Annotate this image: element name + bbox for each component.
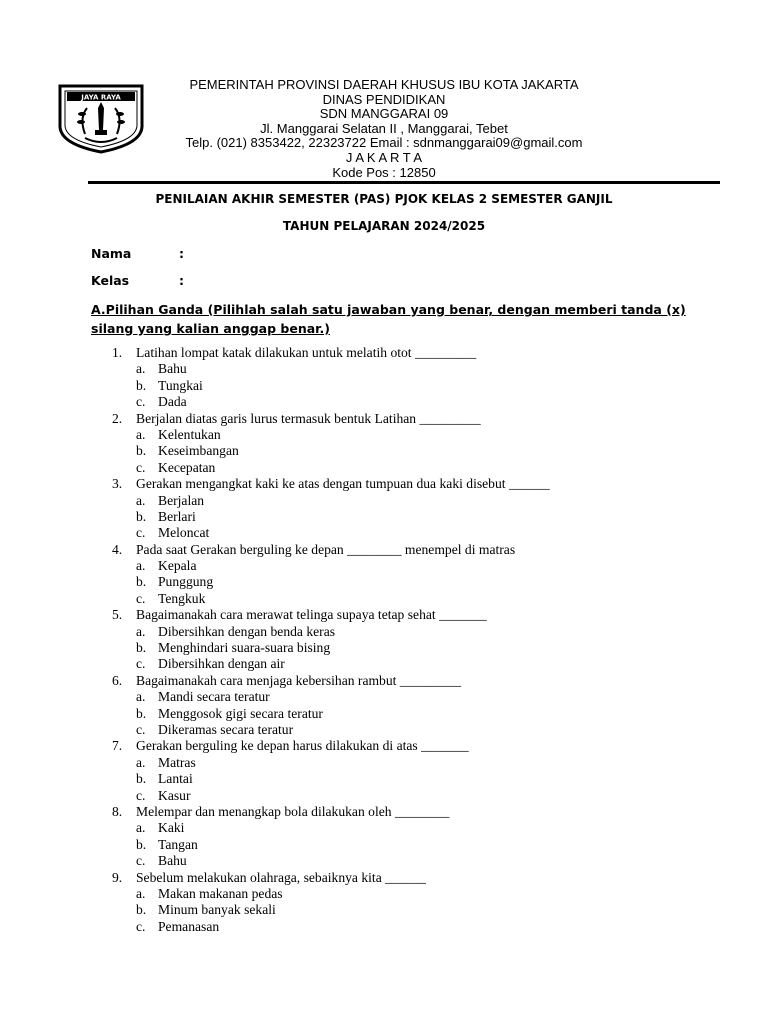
- letterhead-government: PEMERINTAH PROVINSI DAERAH KHUSUS IBU KOTA JAKARTA: [189, 77, 579, 92]
- question-number: 6.: [112, 672, 123, 688]
- answer-option[interactable]: [0, 574, 768, 590]
- option-text: Dikeramas secara teratur: [158, 721, 294, 737]
- name-label: Nama: [91, 246, 132, 261]
- option-text: Berjalan: [158, 492, 205, 508]
- option-letter: a.: [136, 820, 146, 836]
- question-text: Sebelum melakukan olahraga, sebaiknya kita ______: [136, 869, 426, 885]
- option-text: Kecepatan: [158, 459, 216, 475]
- option-text: Punggung: [158, 574, 214, 590]
- option-text: Dibersihkan dengan benda keras: [158, 623, 336, 639]
- option-letter: b.: [136, 443, 147, 459]
- answer-option[interactable]: [0, 427, 768, 443]
- question-item: [0, 804, 768, 820]
- option-text: Dibersihkan dengan air: [158, 656, 285, 672]
- answer-option[interactable]: [0, 656, 768, 672]
- exam-title: PENILAIAN AKHIR SEMESTER (PAS) PJOK KELAS 2 SEMESTER GANJIL: [155, 192, 613, 206]
- question-text: Gerakan berguling ke depan harus dilakukan di atas _______: [136, 738, 469, 754]
- option-text: Makan makanan pedas: [158, 885, 283, 901]
- option-text: Matras: [158, 754, 196, 770]
- answer-option[interactable]: [0, 755, 768, 771]
- question-item: [0, 542, 768, 558]
- answer-option[interactable]: [0, 591, 768, 607]
- answer-option[interactable]: [0, 525, 768, 541]
- section-heading-line2: silang yang kalian anggap benar.): [91, 321, 330, 336]
- school-letterhead: [150, 78, 618, 180]
- option-letter: a.: [136, 885, 146, 901]
- answer-option[interactable]: [0, 361, 768, 377]
- answer-option[interactable]: [0, 509, 768, 525]
- question-text: Bagaimanakah cara merawat telinga supaya tetap sehat _______: [136, 607, 487, 623]
- name-field[interactable]: [91, 246, 184, 261]
- jakarta-emblem-logo: [57, 82, 145, 154]
- answer-option[interactable]: [0, 902, 768, 918]
- option-letter: b.: [136, 574, 147, 590]
- option-text: Meloncat: [158, 525, 210, 541]
- option-text: Bahu: [158, 361, 187, 377]
- question-number: 8.: [112, 803, 123, 819]
- question-item: [0, 607, 768, 623]
- option-letter: b.: [136, 836, 147, 852]
- option-letter: c.: [136, 918, 146, 934]
- answer-option[interactable]: [0, 558, 768, 574]
- option-text: Kaki: [158, 820, 185, 836]
- letterhead-contact: Telp. (021) 8353422, 22323722 Email : sdnmanggarai09@gmail.com: [185, 135, 583, 151]
- option-text: Tengkuk: [158, 590, 206, 606]
- option-text: Pemanasan: [158, 918, 220, 934]
- option-letter: b.: [136, 377, 147, 393]
- option-letter: c.: [136, 721, 146, 737]
- question-number: 7.: [112, 738, 123, 754]
- option-text: Menggosok gigi secara teratur: [158, 705, 323, 721]
- class-label: Kelas: [91, 273, 130, 288]
- option-letter: a.: [136, 361, 146, 377]
- option-text: Menghindari suara-suara bising: [158, 640, 331, 656]
- question-text: Latihan lompat katak dilakukan untuk melatih otot _________: [136, 345, 477, 360]
- option-letter: b.: [136, 902, 147, 918]
- option-letter: a.: [136, 689, 146, 705]
- option-text: Tungkai: [158, 377, 203, 393]
- name-colon: :: [179, 246, 184, 261]
- option-letter: b.: [136, 640, 147, 656]
- letterhead-postal-code: Kode Pos : 12850: [332, 164, 436, 180]
- option-letter: c.: [136, 525, 146, 541]
- option-letter: b.: [136, 771, 147, 787]
- question-number: 9.: [112, 869, 123, 885]
- option-text: Berlari: [158, 508, 196, 524]
- option-letter: c.: [136, 590, 146, 606]
- question-item: [0, 345, 768, 361]
- question-number: 5.: [112, 607, 123, 623]
- letterhead-city: J A K A R T A: [345, 149, 423, 165]
- option-text: Kelentukan: [158, 426, 221, 442]
- option-text: Lantai: [158, 771, 193, 787]
- answer-option[interactable]: [0, 689, 768, 705]
- option-letter: c.: [136, 787, 146, 803]
- answer-option[interactable]: [0, 460, 768, 476]
- answer-option[interactable]: [0, 853, 768, 869]
- answer-option[interactable]: [0, 771, 768, 787]
- option-letter: a.: [136, 623, 146, 639]
- option-text: Kepala: [158, 558, 197, 574]
- answer-option[interactable]: [0, 820, 768, 836]
- question-number: 4.: [112, 541, 123, 557]
- answer-option[interactable]: [0, 837, 768, 853]
- answer-option[interactable]: [0, 722, 768, 738]
- answer-option[interactable]: [0, 493, 768, 509]
- answer-option[interactable]: [0, 624, 768, 640]
- question-list: [0, 345, 768, 935]
- question-item: [0, 476, 768, 492]
- answer-option[interactable]: [0, 886, 768, 902]
- answer-option[interactable]: [0, 394, 768, 410]
- option-text: Kasur: [158, 787, 191, 803]
- answer-option[interactable]: [0, 919, 768, 935]
- answer-option[interactable]: [0, 640, 768, 656]
- option-text: Dada: [158, 394, 187, 410]
- option-letter: a.: [136, 754, 146, 770]
- option-letter: b.: [136, 508, 147, 524]
- option-text: Tangan: [158, 836, 198, 852]
- answer-option[interactable]: [0, 706, 768, 722]
- question-text: Pada saat Gerakan berguling ke depan ________ menempel di matras: [136, 541, 516, 557]
- option-text: Mandi secara teratur: [158, 689, 270, 705]
- option-text: Keseimbangan: [158, 443, 239, 459]
- question-number: 2.: [112, 410, 123, 426]
- question-item: [0, 673, 768, 689]
- option-letter: c.: [136, 394, 146, 410]
- question-number: 3.: [112, 476, 123, 492]
- letterhead-school-name: SDN MANGGARAI 09: [319, 106, 449, 122]
- question-text: Melempar dan menangkap bola dilakukan oleh ________: [136, 803, 450, 819]
- answer-option[interactable]: [0, 378, 768, 394]
- question-number: 1.: [112, 345, 123, 360]
- section-heading: [91, 300, 691, 338]
- class-colon: :: [179, 273, 184, 288]
- option-letter: a.: [136, 492, 146, 508]
- letterhead-address: Jl. Manggarai Selatan II , Manggarai, Tebet: [260, 120, 508, 136]
- exam-year: TAHUN PELAJARAN 2024/2025: [282, 219, 486, 233]
- section-heading-line1: A.Pilihan Ganda (Pilihlah salah satu jawaban yang benar, dengan memberi tanda (x): [91, 302, 686, 317]
- question-item: [0, 738, 768, 754]
- question-item: [0, 411, 768, 427]
- option-letter: c.: [136, 853, 146, 869]
- question-text: Gerakan mengangkat kaki ke atas dengan tumpuan dua kaki disebut ______: [136, 476, 550, 492]
- option-letter: a.: [136, 426, 146, 442]
- option-letter: c.: [136, 656, 146, 672]
- question-item: [0, 870, 768, 886]
- answer-option[interactable]: [0, 788, 768, 804]
- option-letter: c.: [136, 459, 146, 475]
- question-text: Bagaimanakah cara menjaga kebersihan rambut _________: [136, 672, 461, 688]
- svg-text:JAYA RAYA: JAYA RAYA: [81, 93, 121, 102]
- option-letter: b.: [136, 705, 147, 721]
- option-text: Bahu: [158, 853, 187, 869]
- option-letter: a.: [136, 558, 146, 574]
- option-text: Minum banyak sekali: [158, 902, 276, 918]
- question-text: Berjalan diatas garis lurus termasuk bentuk Latihan _________: [136, 410, 481, 426]
- class-field[interactable]: [91, 273, 184, 288]
- letterhead-department: DINAS PENDIDIKAN: [322, 91, 446, 107]
- letterhead-divider: [88, 181, 720, 184]
- answer-option[interactable]: [0, 443, 768, 459]
